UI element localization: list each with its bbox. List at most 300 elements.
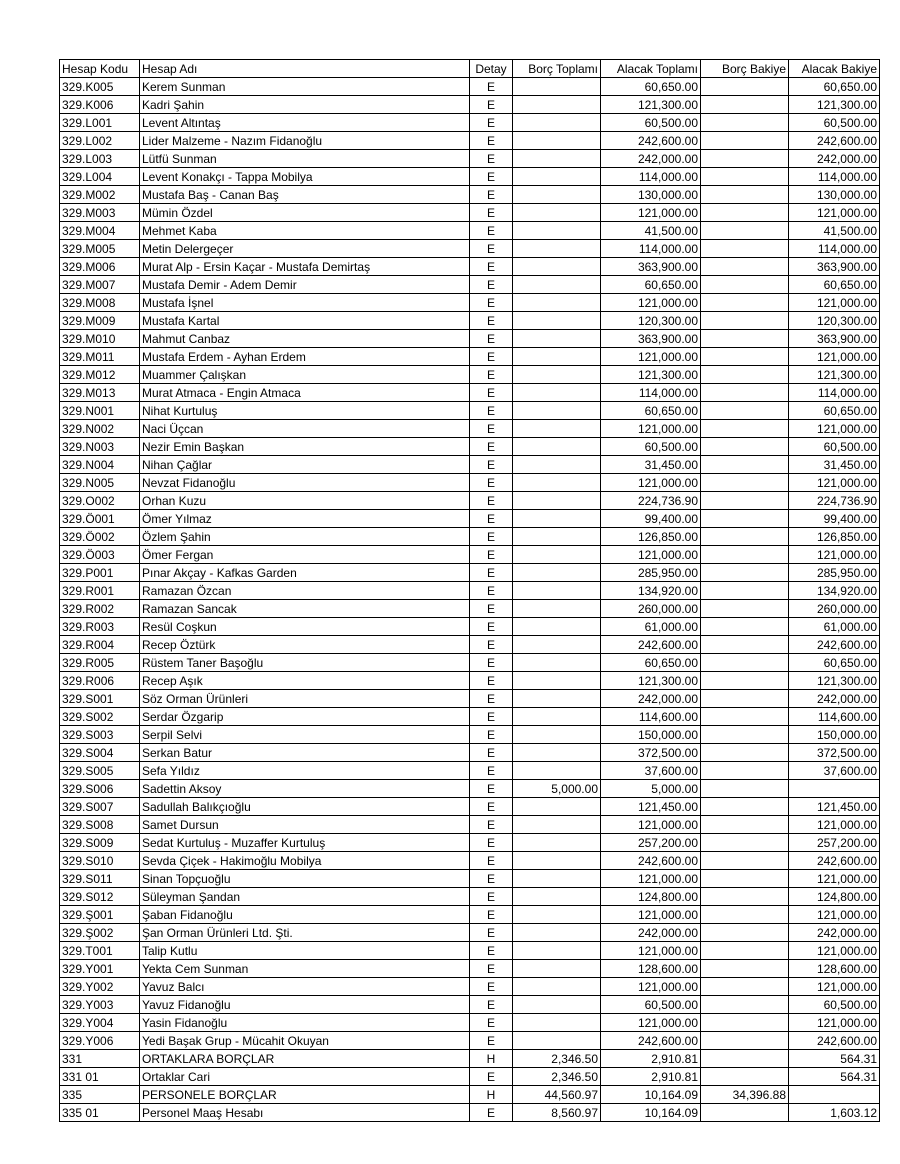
credit-balance-cell: 126,850.00 xyxy=(789,528,880,546)
debit-balance-cell xyxy=(701,942,789,960)
table-row xyxy=(60,114,880,132)
debit-balance-cell xyxy=(701,1068,789,1086)
account-name-cell: Mahmut Canbaz xyxy=(140,330,470,348)
credit-total-cell: 114,000.00 xyxy=(601,240,701,258)
debit-balance-cell xyxy=(701,852,789,870)
table-row xyxy=(60,618,880,636)
table-row xyxy=(60,312,880,330)
account-name-cell: Kerem Sunman xyxy=(140,78,470,96)
credit-total-cell: 134,920.00 xyxy=(601,582,701,600)
debit-total-cell xyxy=(513,330,601,348)
column-header-debit-balance: Borç Bakiye xyxy=(701,60,789,78)
credit-total-cell: 60,650.00 xyxy=(601,402,701,420)
account-name-cell: ORTAKLARA BORÇLAR xyxy=(140,1050,470,1068)
account-name-cell: Sinan Topçuoğlu xyxy=(140,870,470,888)
detail-cell: E xyxy=(470,276,513,294)
credit-total-cell: 242,000.00 xyxy=(601,150,701,168)
column-header-account-code: Hesap Kodu xyxy=(60,60,140,78)
table-row xyxy=(60,348,880,366)
detail-cell: H xyxy=(470,1050,513,1068)
table-row xyxy=(60,888,880,906)
debit-balance-cell xyxy=(701,960,789,978)
account-name-cell: Mustafa İşnel xyxy=(140,294,470,312)
credit-total-cell: 242,600.00 xyxy=(601,132,701,150)
table-row xyxy=(60,492,880,510)
debit-total-cell xyxy=(513,384,601,402)
account-code-cell: 329.Ö003 xyxy=(60,546,140,564)
debit-total-cell xyxy=(513,690,601,708)
table-row xyxy=(60,564,880,582)
credit-total-cell: 60,500.00 xyxy=(601,114,701,132)
account-code-cell: 329.Y003 xyxy=(60,996,140,1014)
credit-total-cell: 121,000.00 xyxy=(601,204,701,222)
account-name-cell: Yavuz Fidanoğlu xyxy=(140,996,470,1014)
debit-total-cell xyxy=(513,96,601,114)
account-name-cell: Ortaklar Cari xyxy=(140,1068,470,1086)
credit-balance-cell: 120,300.00 xyxy=(789,312,880,330)
column-header-credit-balance: Alacak Bakiye xyxy=(789,60,880,78)
credit-balance-cell: 121,000.00 xyxy=(789,294,880,312)
table-row xyxy=(60,870,880,888)
table-row xyxy=(60,816,880,834)
credit-balance-cell: 121,000.00 xyxy=(789,1014,880,1032)
account-name-cell: Recep Öztürk xyxy=(140,636,470,654)
credit-total-cell: 126,850.00 xyxy=(601,528,701,546)
account-code-cell: 329.S002 xyxy=(60,708,140,726)
account-code-cell: 329.R006 xyxy=(60,672,140,690)
credit-total-cell: 130,000.00 xyxy=(601,186,701,204)
account-code-cell: 329.S011 xyxy=(60,870,140,888)
debit-balance-cell xyxy=(701,996,789,1014)
account-name-cell: Levent Konakçı - Tappa Mobilya xyxy=(140,168,470,186)
account-code-cell: 329.S004 xyxy=(60,744,140,762)
detail-cell: E xyxy=(470,150,513,168)
account-name-cell: Sevda Çiçek - Hakimoğlu Mobilya xyxy=(140,852,470,870)
table-row xyxy=(60,546,880,564)
detail-cell: E xyxy=(470,744,513,762)
credit-total-cell: 121,000.00 xyxy=(601,546,701,564)
detail-cell: E xyxy=(470,1068,513,1086)
detail-cell: E xyxy=(470,726,513,744)
account-code-cell: 329.R002 xyxy=(60,600,140,618)
account-name-cell: Pınar Akçay - Kafkas Garden xyxy=(140,564,470,582)
credit-total-cell: 121,000.00 xyxy=(601,1014,701,1032)
credit-total-cell: 285,950.00 xyxy=(601,564,701,582)
debit-total-cell xyxy=(513,762,601,780)
account-code-cell: 329.S009 xyxy=(60,834,140,852)
detail-cell: E xyxy=(470,474,513,492)
account-code-cell: 329.Ş001 xyxy=(60,906,140,924)
credit-total-cell: 224,736.90 xyxy=(601,492,701,510)
debit-total-cell xyxy=(513,888,601,906)
credit-total-cell: 121,000.00 xyxy=(601,420,701,438)
table-row xyxy=(60,510,880,528)
account-code-cell: 329.S001 xyxy=(60,690,140,708)
account-name-cell: Mustafa Erdem - Ayhan Erdem xyxy=(140,348,470,366)
credit-total-cell: 41,500.00 xyxy=(601,222,701,240)
table-row xyxy=(60,690,880,708)
credit-total-cell: 2,910.81 xyxy=(601,1068,701,1086)
detail-cell: E xyxy=(470,888,513,906)
table-row xyxy=(60,78,880,96)
account-code-cell: 329.Y006 xyxy=(60,1032,140,1050)
table-row xyxy=(60,384,880,402)
detail-cell: E xyxy=(470,960,513,978)
credit-total-cell: 363,900.00 xyxy=(601,258,701,276)
debit-total-cell xyxy=(513,258,601,276)
debit-total-cell: 2,346.50 xyxy=(513,1050,601,1068)
debit-total-cell xyxy=(513,960,601,978)
credit-total-cell: 120,300.00 xyxy=(601,312,701,330)
account-code-cell: 329.N005 xyxy=(60,474,140,492)
detail-cell: E xyxy=(470,1032,513,1050)
debit-balance-cell xyxy=(701,906,789,924)
credit-total-cell: 242,000.00 xyxy=(601,690,701,708)
debit-balance-cell xyxy=(701,384,789,402)
credit-balance-cell: 114,000.00 xyxy=(789,168,880,186)
account-code-cell: 329.M012 xyxy=(60,366,140,384)
debit-balance-cell xyxy=(701,510,789,528)
account-code-cell: 329.M005 xyxy=(60,240,140,258)
account-code-cell: 335 xyxy=(60,1086,140,1104)
debit-total-cell xyxy=(513,834,601,852)
debit-balance-cell xyxy=(701,240,789,258)
credit-total-cell: 10,164.09 xyxy=(601,1086,701,1104)
account-code-cell: 329.L004 xyxy=(60,168,140,186)
credit-total-cell: 121,000.00 xyxy=(601,474,701,492)
column-header-account-name: Hesap Adı xyxy=(140,60,470,78)
account-name-cell: Nihat Kurtuluş xyxy=(140,402,470,420)
account-code-cell: 329.M002 xyxy=(60,186,140,204)
column-header-debit-total: Borç Toplamı xyxy=(513,60,601,78)
detail-cell: E xyxy=(470,510,513,528)
credit-balance-cell: 60,650.00 xyxy=(789,654,880,672)
table-row xyxy=(60,906,880,924)
debit-total-cell: 8,560.97 xyxy=(513,1104,601,1122)
debit-balance-cell xyxy=(701,168,789,186)
detail-cell: E xyxy=(470,348,513,366)
account-code-cell: 329.Y001 xyxy=(60,960,140,978)
debit-total-cell xyxy=(513,924,601,942)
table-row xyxy=(60,132,880,150)
account-name-cell: PERSONELE BORÇLAR xyxy=(140,1086,470,1104)
credit-balance-cell: 242,600.00 xyxy=(789,1032,880,1050)
table-row xyxy=(60,168,880,186)
debit-balance-cell xyxy=(701,438,789,456)
debit-balance-cell xyxy=(701,582,789,600)
account-name-cell: Recep Aşık xyxy=(140,672,470,690)
detail-cell: E xyxy=(470,294,513,312)
debit-balance-cell xyxy=(701,564,789,582)
detail-cell: E xyxy=(470,546,513,564)
credit-balance-cell: 363,900.00 xyxy=(789,258,880,276)
table-row xyxy=(60,474,880,492)
table-row xyxy=(60,366,880,384)
debit-balance-cell xyxy=(701,330,789,348)
debit-total-cell xyxy=(513,204,601,222)
column-header-credit-total: Alacak Toplamı xyxy=(601,60,701,78)
account-name-cell: Şan Orman Ürünleri Ltd. Şti. xyxy=(140,924,470,942)
debit-total-cell xyxy=(513,132,601,150)
credit-balance-cell: 124,800.00 xyxy=(789,888,880,906)
debit-total-cell xyxy=(513,546,601,564)
table-row xyxy=(60,1032,880,1050)
debit-balance-cell xyxy=(701,600,789,618)
debit-total-cell xyxy=(513,312,601,330)
detail-cell: E xyxy=(470,852,513,870)
detail-cell: E xyxy=(470,870,513,888)
account-code-cell: 329.M010 xyxy=(60,330,140,348)
debit-total-cell xyxy=(513,636,601,654)
account-name-cell: Ramazan Özcan xyxy=(140,582,470,600)
account-code-cell: 329.O002 xyxy=(60,492,140,510)
account-name-cell: Mustafa Kartal xyxy=(140,312,470,330)
debit-total-cell xyxy=(513,276,601,294)
debit-balance-cell xyxy=(701,546,789,564)
credit-balance-cell: 121,300.00 xyxy=(789,366,880,384)
debit-total-cell xyxy=(513,1014,601,1032)
credit-balance-cell: 242,600.00 xyxy=(789,132,880,150)
account-name-cell: Sedat Kurtuluş - Muzaffer Kurtuluş xyxy=(140,834,470,852)
detail-cell: E xyxy=(470,240,513,258)
debit-balance-cell xyxy=(701,492,789,510)
credit-total-cell: 121,000.00 xyxy=(601,348,701,366)
account-code-cell: 329.L002 xyxy=(60,132,140,150)
debit-total-cell xyxy=(513,744,601,762)
account-name-cell: Personel Maaş Hesabı xyxy=(140,1104,470,1122)
table-row xyxy=(60,438,880,456)
detail-cell: E xyxy=(470,114,513,132)
credit-balance-cell: 121,450.00 xyxy=(789,798,880,816)
credit-balance-cell: 99,400.00 xyxy=(789,510,880,528)
debit-total-cell xyxy=(513,168,601,186)
debit-total-cell xyxy=(513,474,601,492)
account-name-cell: Talip Kutlu xyxy=(140,942,470,960)
detail-cell: E xyxy=(470,402,513,420)
account-name-cell: Yasin Fidanoğlu xyxy=(140,1014,470,1032)
account-name-cell: Ömer Fergan xyxy=(140,546,470,564)
table-row xyxy=(60,330,880,348)
debit-balance-cell xyxy=(701,780,789,798)
table-row xyxy=(60,420,880,438)
debit-balance-cell xyxy=(701,456,789,474)
credit-balance-cell xyxy=(789,780,880,798)
debit-balance-cell xyxy=(701,222,789,240)
detail-cell: E xyxy=(470,366,513,384)
debit-balance-cell xyxy=(701,978,789,996)
credit-total-cell: 60,650.00 xyxy=(601,654,701,672)
account-code-cell: 329.R003 xyxy=(60,618,140,636)
account-code-cell: 329.S008 xyxy=(60,816,140,834)
detail-cell: E xyxy=(470,456,513,474)
account-name-cell: Murat Alp - Ersin Kaçar - Mustafa Demirtaş xyxy=(140,258,470,276)
credit-balance-cell: 60,650.00 xyxy=(789,78,880,96)
account-name-cell: Murat Atmaca - Engin Atmaca xyxy=(140,384,470,402)
detail-cell: E xyxy=(470,690,513,708)
table-row xyxy=(60,1068,880,1086)
debit-balance-cell: 34,396.88 xyxy=(701,1086,789,1104)
credit-balance-cell xyxy=(789,1086,880,1104)
table-row xyxy=(60,1050,880,1068)
credit-total-cell: 114,000.00 xyxy=(601,168,701,186)
account-name-cell: Serkan Batur xyxy=(140,744,470,762)
detail-cell: E xyxy=(470,186,513,204)
debit-balance-cell xyxy=(701,870,789,888)
debit-balance-cell xyxy=(701,690,789,708)
credit-total-cell: 121,000.00 xyxy=(601,942,701,960)
detail-cell: E xyxy=(470,132,513,150)
debit-total-cell xyxy=(513,114,601,132)
account-code-cell: 329.S005 xyxy=(60,762,140,780)
debit-balance-cell xyxy=(701,474,789,492)
account-code-cell: 329.R004 xyxy=(60,636,140,654)
detail-cell: E xyxy=(470,780,513,798)
credit-balance-cell: 121,000.00 xyxy=(789,978,880,996)
credit-balance-cell: 60,500.00 xyxy=(789,996,880,1014)
table-row xyxy=(60,456,880,474)
detail-cell: E xyxy=(470,636,513,654)
debit-total-cell xyxy=(513,78,601,96)
debit-balance-cell xyxy=(701,78,789,96)
table-row xyxy=(60,96,880,114)
account-name-cell: Ömer Yılmaz xyxy=(140,510,470,528)
table-row xyxy=(60,528,880,546)
detail-cell: E xyxy=(470,906,513,924)
detail-cell: E xyxy=(470,492,513,510)
account-code-cell: 329.N003 xyxy=(60,438,140,456)
account-code-cell: 329.K006 xyxy=(60,96,140,114)
debit-total-cell xyxy=(513,654,601,672)
account-balance-table xyxy=(59,59,880,1122)
debit-total-cell xyxy=(513,564,601,582)
table-row xyxy=(60,222,880,240)
debit-balance-cell xyxy=(701,744,789,762)
debit-total-cell xyxy=(513,222,601,240)
debit-balance-cell xyxy=(701,294,789,312)
debit-balance-cell xyxy=(701,708,789,726)
table-row xyxy=(60,672,880,690)
detail-cell: E xyxy=(470,330,513,348)
header-row xyxy=(60,60,880,78)
credit-balance-cell: 60,650.00 xyxy=(789,402,880,420)
credit-balance-cell: 128,600.00 xyxy=(789,960,880,978)
account-name-cell: Mehmet Kaba xyxy=(140,222,470,240)
credit-balance-cell: 41,500.00 xyxy=(789,222,880,240)
detail-cell: E xyxy=(470,708,513,726)
detail-cell: E xyxy=(470,654,513,672)
credit-total-cell: 150,000.00 xyxy=(601,726,701,744)
debit-balance-cell xyxy=(701,312,789,330)
credit-balance-cell: 134,920.00 xyxy=(789,582,880,600)
account-code-cell: 329.Ö002 xyxy=(60,528,140,546)
credit-balance-cell: 242,600.00 xyxy=(789,636,880,654)
detail-cell: E xyxy=(470,420,513,438)
detail-cell: E xyxy=(470,600,513,618)
debit-total-cell xyxy=(513,510,601,528)
table-row xyxy=(60,294,880,312)
credit-balance-cell: 31,450.00 xyxy=(789,456,880,474)
debit-total-cell xyxy=(513,906,601,924)
account-name-cell: Nihan Çağlar xyxy=(140,456,470,474)
debit-total-cell xyxy=(513,456,601,474)
credit-total-cell: 60,500.00 xyxy=(601,996,701,1014)
account-name-cell: Özlem Şahin xyxy=(140,528,470,546)
detail-cell: E xyxy=(470,96,513,114)
credit-balance-cell: 60,500.00 xyxy=(789,438,880,456)
table-row xyxy=(60,708,880,726)
debit-balance-cell xyxy=(701,114,789,132)
table-row xyxy=(60,852,880,870)
table-row xyxy=(60,726,880,744)
credit-balance-cell: 114,000.00 xyxy=(789,240,880,258)
credit-balance-cell: 121,000.00 xyxy=(789,546,880,564)
account-code-cell: 329.N002 xyxy=(60,420,140,438)
account-name-cell: Sefa Yıldız xyxy=(140,762,470,780)
debit-balance-cell xyxy=(701,816,789,834)
detail-cell: E xyxy=(470,942,513,960)
debit-balance-cell xyxy=(701,132,789,150)
debit-total-cell xyxy=(513,852,601,870)
account-code-cell: 329.T001 xyxy=(60,942,140,960)
debit-total-cell xyxy=(513,582,601,600)
credit-balance-cell: 150,000.00 xyxy=(789,726,880,744)
credit-balance-cell: 121,000.00 xyxy=(789,816,880,834)
detail-cell: E xyxy=(470,528,513,546)
debit-total-cell xyxy=(513,366,601,384)
table-row xyxy=(60,636,880,654)
debit-balance-cell xyxy=(701,924,789,942)
table-row xyxy=(60,1014,880,1032)
account-name-cell: Nevzat Fidanoğlu xyxy=(140,474,470,492)
debit-total-cell xyxy=(513,240,601,258)
debit-balance-cell xyxy=(701,1050,789,1068)
credit-total-cell: 31,450.00 xyxy=(601,456,701,474)
table-row xyxy=(60,240,880,258)
debit-total-cell xyxy=(513,438,601,456)
account-name-cell: Mustafa Demir - Adem Demir xyxy=(140,276,470,294)
detail-cell: E xyxy=(470,438,513,456)
table-row xyxy=(60,1104,880,1122)
credit-balance-cell: 242,600.00 xyxy=(789,852,880,870)
credit-balance-cell: 564.31 xyxy=(789,1068,880,1086)
debit-total-cell xyxy=(513,600,601,618)
account-name-cell: Lider Malzeme - Nazım Fidanoğlu xyxy=(140,132,470,150)
detail-cell: E xyxy=(470,168,513,186)
account-name-cell: Muammer Çalışkan xyxy=(140,366,470,384)
table-row xyxy=(60,780,880,798)
credit-balance-cell: 114,000.00 xyxy=(789,384,880,402)
table-row xyxy=(60,942,880,960)
debit-total-cell xyxy=(513,870,601,888)
account-name-cell: Kadri Şahin xyxy=(140,96,470,114)
debit-total-cell xyxy=(513,150,601,168)
debit-balance-cell xyxy=(701,888,789,906)
account-code-cell: 329.M004 xyxy=(60,222,140,240)
account-name-cell: Süleyman Şandan xyxy=(140,888,470,906)
credit-total-cell: 128,600.00 xyxy=(601,960,701,978)
credit-balance-cell: 242,000.00 xyxy=(789,924,880,942)
credit-balance-cell: 60,650.00 xyxy=(789,276,880,294)
credit-balance-cell: 260,000.00 xyxy=(789,600,880,618)
credit-balance-cell: 564.31 xyxy=(789,1050,880,1068)
account-name-cell: Mustafa Baş - Canan Baş xyxy=(140,186,470,204)
debit-balance-cell xyxy=(701,258,789,276)
detail-cell: H xyxy=(470,1086,513,1104)
debit-balance-cell xyxy=(701,834,789,852)
account-code-cell: 329.M007 xyxy=(60,276,140,294)
debit-balance-cell xyxy=(701,96,789,114)
account-code-cell: 329.Y002 xyxy=(60,978,140,996)
